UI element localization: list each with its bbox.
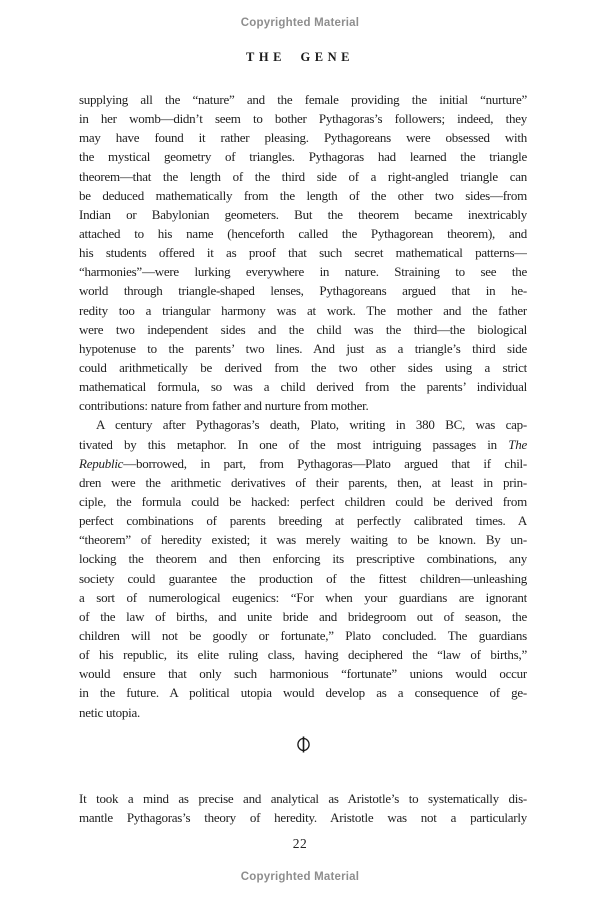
text-line: A century after Pythagoras’s death, Plato, writing in 380 BC, was cap- bbox=[96, 417, 527, 433]
text-line: society could guarantee the production of the fittest children—unleashing bbox=[79, 570, 527, 586]
text-line: world through triangle-shaped lenses, Pythagoreans argued that in he- bbox=[79, 283, 527, 299]
text-line: netic utopia. bbox=[79, 704, 141, 720]
text-line: in the future. A political utopia would develop as a consequence of ge- bbox=[79, 685, 527, 701]
text-line: could arithmetically be derived from the two other sides using a strict bbox=[79, 359, 527, 375]
text-line: contributions: nature from father and nurture from mother. bbox=[79, 398, 369, 414]
text-line: locking the theorem and then enforcing its prescriptive combinations, any bbox=[79, 551, 527, 567]
text-line: theorem—that the length of the third side of a right-angled triangle can bbox=[79, 168, 527, 184]
copyright-notice-bottom: Copyrighted Material bbox=[240, 871, 360, 883]
text-line: Republic—borrowed, in part, from Pythagoras—Plato argued that if chil- bbox=[79, 455, 527, 471]
text-line: mantle Pythagoras’s theory of heredity. Aristotle was not a particularly bbox=[79, 809, 527, 825]
text-line: of the law of births, and unite bride and bridegroom out of season, the bbox=[79, 608, 527, 624]
text-line: may have found it rather pleasing. Pythagoreans were obsessed with bbox=[79, 130, 527, 146]
paragraph-plato-republic bbox=[79, 415, 527, 721]
text-line: ciple, the formula could be hacked: perfect children could be derived from bbox=[79, 493, 527, 509]
text-line: It took a mind as precise and analytical as Aristotle’s to systematically dis- bbox=[79, 790, 527, 806]
page-number: 22 bbox=[292, 836, 308, 851]
running-title: THE GENE bbox=[246, 50, 354, 64]
text-line: “harmonies”—were lurking everywhere in nature. Straining to see the bbox=[79, 264, 527, 280]
text-line: the mystical geometry of triangles. Pythagoras had learned the triangle bbox=[79, 149, 527, 165]
text-line: attached to his name (henceforth called the Pythagorean theorem), and bbox=[79, 225, 527, 241]
text-line: children will not be goodly or fortunate,” Plato concluded. The guardians bbox=[79, 627, 527, 643]
circled-vertical-bar-ornament-icon bbox=[296, 736, 311, 753]
text-line: were two independent sides and the child was the third—the biological bbox=[79, 321, 527, 337]
text-line: supplying all the “nature” and the female providing the initial “nurture” bbox=[79, 92, 527, 107]
page-text-block bbox=[79, 90, 527, 827]
text-line: perfect combinations of parents breeding at perfectly calibrated times. A bbox=[79, 513, 527, 529]
text-line: in her womb—didn’t seem to bother Pythagoras’s followers; indeed, they bbox=[79, 111, 527, 127]
copyright-notice-top: Copyrighted Material bbox=[240, 17, 360, 29]
text-line: dren were the arithmetic derivatives of their parents, then, at least in prin- bbox=[79, 474, 527, 490]
paragraph-pythagoras-triangles bbox=[79, 90, 527, 415]
text-line: mathematical formula, so was a child derived from the parents’ individual bbox=[79, 379, 527, 395]
text-line: “theorem” of heredity existed; it was merely waiting to be known. By un- bbox=[79, 532, 527, 548]
text-line: Indian or Babylonian geometers. But the theorem became inextricably bbox=[79, 206, 527, 222]
text-line: redity too a triangular harmony was at work. The mother and the father bbox=[79, 302, 527, 318]
text-line: his students offered it as proof that such secret mathematical patterns— bbox=[79, 245, 527, 261]
text-line: be deduced mathematically from the length of the other two sides—from bbox=[79, 187, 527, 203]
text-line: of his republic, its elite ruling class, having deciphered the “law of births,” bbox=[79, 647, 527, 663]
section-divider bbox=[79, 736, 527, 753]
text-line: would ensure that only such harmonious “fortunate” unions would occur bbox=[79, 666, 527, 682]
text-line: tivated by this metaphor. In one of the most intriguing passages in The bbox=[79, 436, 527, 452]
text-line: a sort of numerological eugenics: “For when your guardians are ignorant bbox=[79, 589, 527, 605]
paragraph-aristotle bbox=[79, 789, 527, 827]
text-line: hypotenuse to the parents’ two lines. And just as a triangle’s third side bbox=[79, 340, 527, 356]
